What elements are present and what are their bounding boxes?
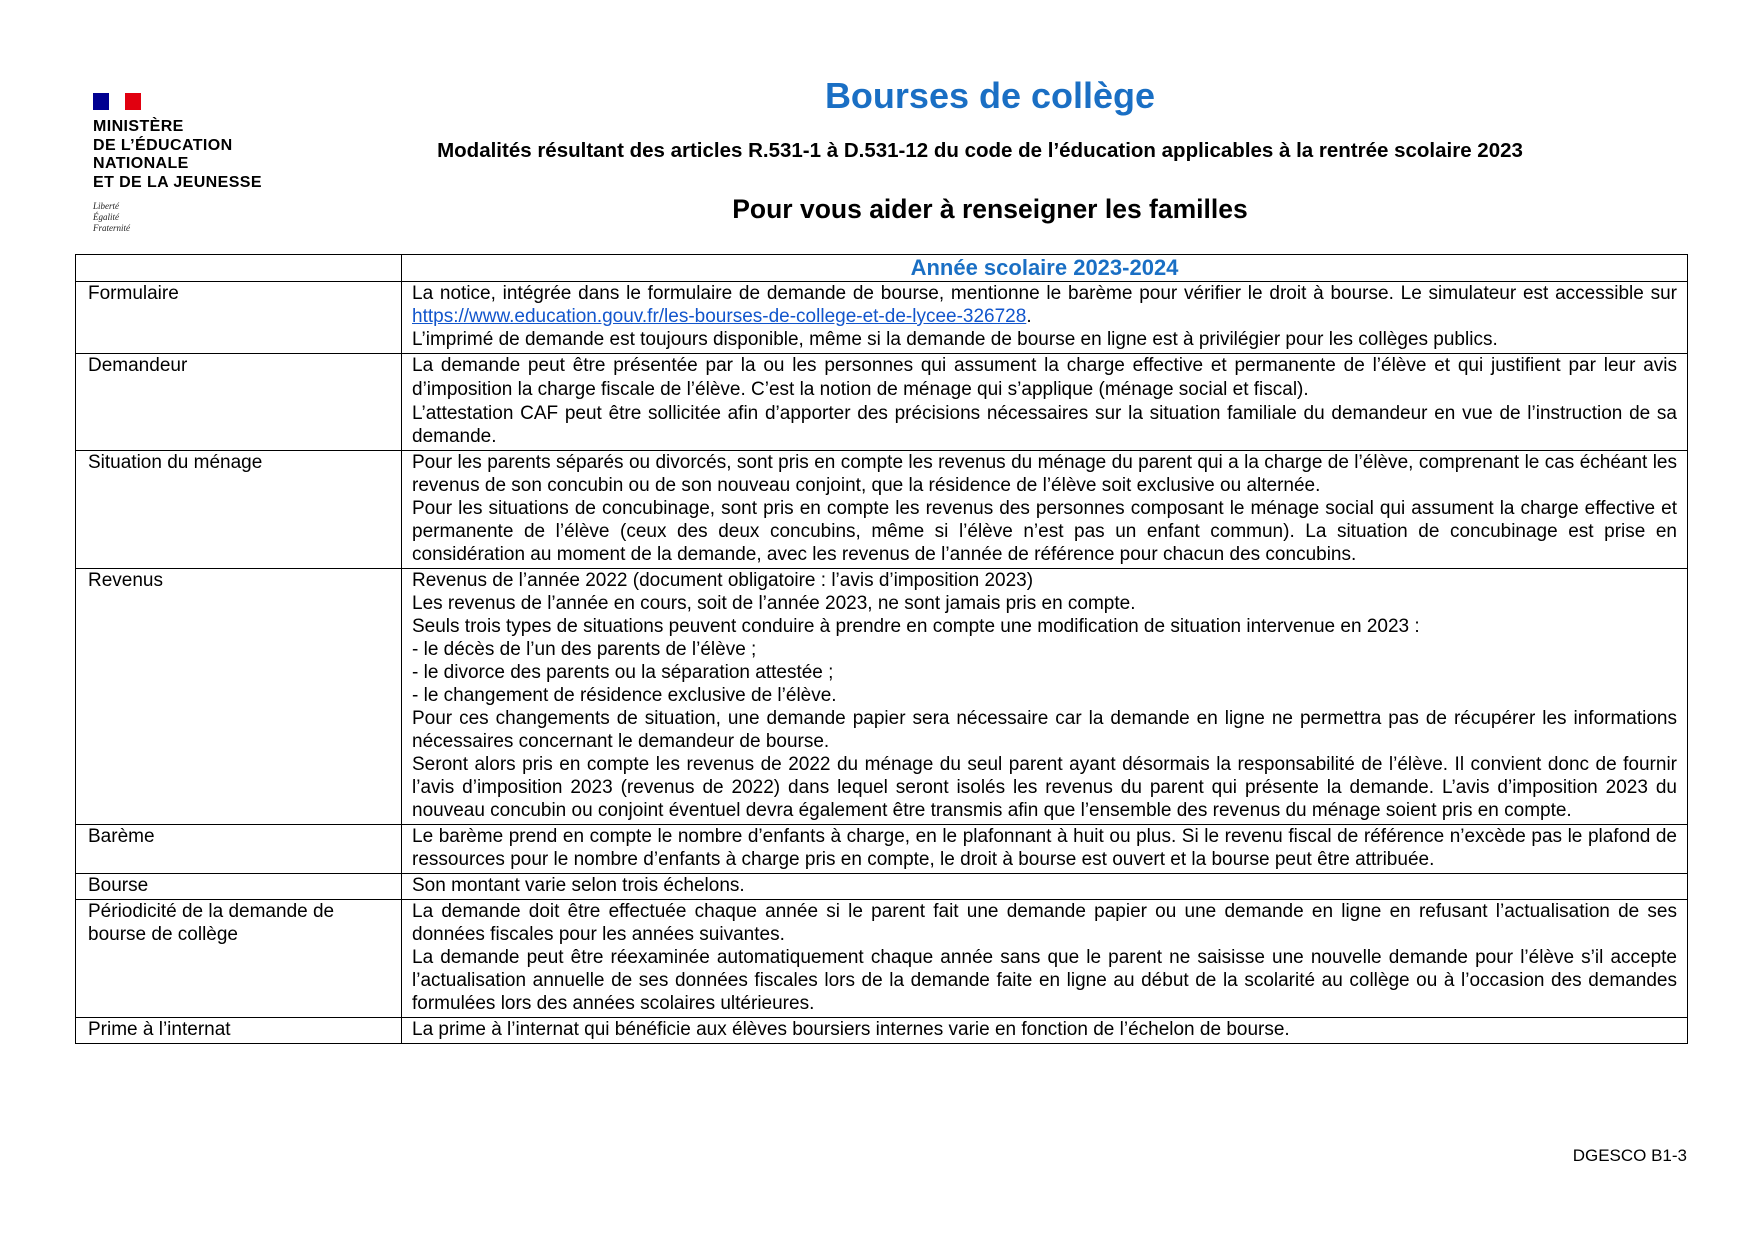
content-paragraph: Le barème prend en compte le nombre d’enfants à charge, en le plafonnant à huit ou plus. Si le revenu fiscal de référence n’excède pas le plafond de ressources pour le nombre d’enfants à charge pris en compte, le droit à bourse est ouvert et la bourse peut être attribuée.: [412, 826, 1677, 870]
row-content-situation-menage: [402, 451, 1688, 569]
french-flag-icon: [93, 93, 141, 110]
row-content-prime-internat: [402, 1018, 1688, 1044]
row-content-periodicite: [402, 900, 1688, 1018]
row-label-formulaire: Formulaire: [76, 282, 402, 354]
row-content-bareme: [402, 825, 1688, 874]
row-label-bourse: Bourse: [76, 874, 402, 900]
row-content-bourse: [402, 874, 1688, 900]
table-row: [76, 874, 1688, 900]
row-content-demandeur: [402, 354, 1688, 451]
content-paragraph: L’attestation CAF peut être sollicitée afin d’apporter des précisions nécessaires sur la situation familiale du demandeur en vue de l’instruction de sa demande.: [412, 403, 1677, 447]
table-row: [76, 282, 1688, 354]
row-label-demandeur: Demandeur: [76, 354, 402, 451]
table-row: [76, 354, 1688, 451]
paragraph-text: .: [1026, 306, 1032, 327]
row-label-periodicite: Périodicité de la demande de bourse de collège: [76, 900, 402, 1018]
content-paragraph: L’imprimé de demande est toujours disponible, même si la demande de bourse en ligne est à privilégier pour les collèges publics.: [412, 329, 1498, 350]
content-paragraph: La demande peut être réexaminée automatiquement chaque année sans que le parent ne saisisse une nouvelle demande pour l’élève s’il accepte l’actualisation annuelle de ses données fiscales lors de la demande faite en ligne au début de la scolarité au collège ou à l’occasion des demandes formulées lors des années scolaires ultérieures.: [412, 947, 1677, 1014]
content-paragraph: [412, 282, 1677, 328]
republic-motto: Liberté Égalité Fraternité: [93, 201, 130, 233]
content-paragraph: Seuls trois types de situations peuvent conduire à prendre en compte une modification de situation intervenue en 2023 :: [412, 616, 1420, 637]
content-paragraph: Pour ces changements de situation, une demande papier sera nécessaire car la demande en ligne ne permettra pas de récupérer les informations nécessaires concernant le demandeur de bourse.: [412, 708, 1677, 752]
document-reference: DGESCO B1-3: [1572, 1146, 1687, 1165]
table-row: [76, 900, 1688, 1018]
paragraph-text: La notice, intégrée dans le formulaire de demande de bourse, mentionne le barème pour vérifier le droit à bourse. Le simulateur est accessible sur: [412, 283, 1677, 304]
ministry-logo: [93, 93, 283, 234]
information-table: [75, 254, 1688, 1044]
table-row: [76, 451, 1688, 569]
ministry-name: MINISTÈRE DE L’ÉDUCATION NATIONALE ET DE LA JEUNESSE: [93, 118, 262, 191]
page-subtitle: Modalités résultant des articles R.531-1 à D.531-12 du code de l’éducation applicables à la rentrée scolaire 2023: [437, 139, 1523, 162]
row-label-revenus: Revenus: [76, 569, 402, 825]
content-paragraph: Pour les situations de concubinage, sont pris en compte les revenus des personnes composant le ménage social qui assument la charge effective et permanente de l’élève (ceux des deux concubins, même si l’élève n’est pas un enfant commun). La situation de concubinage est prise en considération au moment de la demande, avec les revenus de l’année de référence pour chacun des concubins.: [412, 498, 1677, 565]
table-header-row: [76, 255, 1688, 282]
row-label-situation-menage: Situation du ménage: [76, 451, 402, 569]
table-row: [76, 1018, 1688, 1044]
content-paragraph: Seront alors pris en compte les revenus de 2022 du ménage du seul parent ayant désormais la responsabilité de l’élève. Il convient donc de fournir l’avis d’imposition 2023 (revenus de 2022) dans lequel seront isolés les revenus du parent qui présente la demande. L’avis d’imposition 2023 du nouveau concubin ou conjoint éventuel devra également être transmis afin que l’ensemble des revenus du ménage soient pris en compte.: [412, 754, 1677, 821]
table-header-empty-cell: [76, 255, 402, 282]
table-row: [76, 569, 1688, 825]
content-paragraph: La demande doit être effectuée chaque année si le parent fait une demande papier ou une demande en ligne en refusant l’actualisation de ses données fiscales pour les années suivantes.: [412, 901, 1677, 945]
simulator-link[interactable]: https://www.education.gouv.fr/les-bourses-de-college-et-de-lycee-326728: [412, 306, 1027, 327]
row-label-prime-internat: Prime à l’internat: [76, 1018, 402, 1044]
list-item: - le décès de l’un des parents de l’élève ;: [412, 639, 757, 660]
school-year-header: Année scolaire 2023-2024: [402, 255, 1688, 282]
row-label-bareme: Barème: [76, 825, 402, 874]
table-row: [76, 825, 1688, 874]
content-paragraph: Les revenus de l’année en cours, soit de l’année 2023, ne sont jamais pris en compte.: [412, 593, 1136, 614]
content-paragraph: Pour les parents séparés ou divorcés, sont pris en compte les revenus du ménage du parent qui a la charge de l’élève, comprenant le cas échéant les revenus de son concubin ou de son nouveau conjoint, que la résidence de l’élève soit exclusive ou alternée.: [412, 452, 1677, 496]
page-title: Bourses de collège: [824, 75, 1156, 116]
list-item: - le divorce des parents ou la séparation attestée ;: [412, 662, 834, 683]
content-paragraph: La demande peut être présentée par la ou les personnes qui assument la charge effective et permanente de l’élève et qui justifient par leur avis d’imposition la charge fiscale de l’élève. C’est la notion de ménage qui s’applique (ménage social et fiscal).: [412, 355, 1677, 400]
page-heading: Pour vous aider à renseigner les familles: [732, 194, 1248, 224]
content-paragraph: Revenus de l’année 2022 (document obligatoire : l’avis d’imposition 2023): [412, 570, 1034, 591]
content-paragraph: La prime à l’internat qui bénéficie aux élèves boursiers internes varie en fonction de l’échelon de bourse.: [412, 1019, 1290, 1040]
content-paragraph: Son montant varie selon trois échelons.: [412, 875, 745, 896]
list-item: - le changement de résidence exclusive de l’élève.: [412, 685, 837, 706]
row-content-formulaire: [402, 282, 1688, 354]
row-content-revenus: [402, 569, 1688, 825]
